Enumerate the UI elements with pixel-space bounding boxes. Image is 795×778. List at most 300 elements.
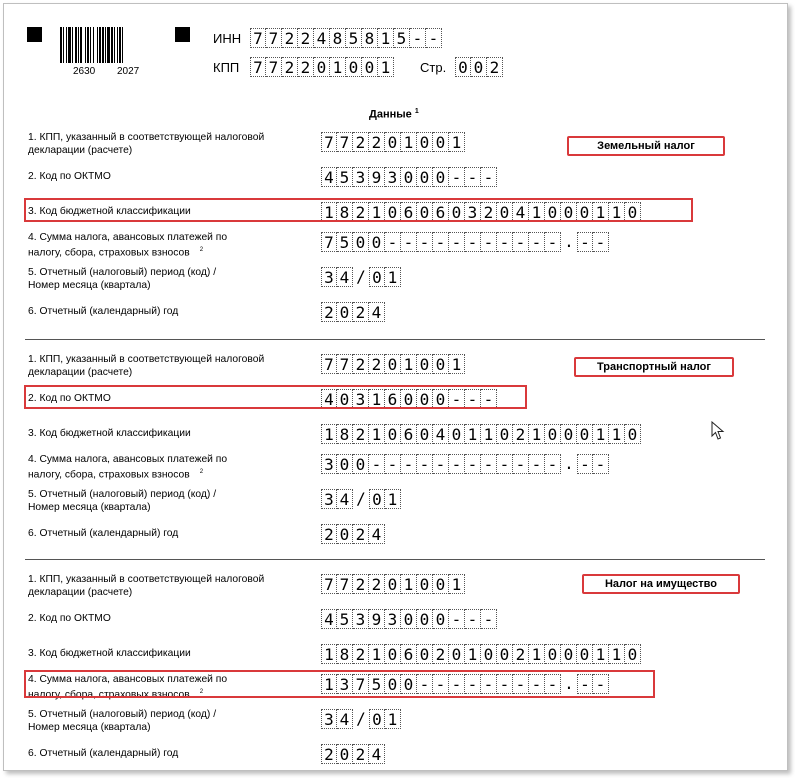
digit-cell: 4 bbox=[321, 609, 337, 629]
digit-cell: 1 bbox=[385, 709, 401, 729]
digit-cell: 3 bbox=[385, 167, 401, 187]
digit-cell: 8 bbox=[337, 202, 353, 222]
field-value-cells[interactable] bbox=[321, 644, 641, 664]
digit-cell: 0 bbox=[449, 424, 465, 444]
field-label-text: 4. Сумма налога, авансовых платежей по налогу, сбора, страховых взносов bbox=[28, 674, 228, 701]
digit-cell: 0 bbox=[433, 167, 449, 187]
digit-cell: 0 bbox=[417, 167, 433, 187]
digit-cell: 0 bbox=[353, 232, 369, 252]
field-value-cells[interactable] bbox=[321, 454, 609, 474]
digit-cell: 0 bbox=[385, 644, 401, 664]
digit-cell: 0 bbox=[417, 644, 433, 664]
digit-cell: - bbox=[593, 674, 609, 694]
cents-cells[interactable] bbox=[577, 232, 609, 252]
digit-cell: 0 bbox=[455, 57, 471, 77]
digit-cell: 0 bbox=[337, 744, 353, 764]
field-label-text: 5. Отчетный (налоговый) период (код) / Номер месяца (квартала) bbox=[28, 489, 217, 513]
digit-cell: - bbox=[513, 454, 529, 474]
digit-cell: 0 bbox=[481, 644, 497, 664]
digit-cell: 1 bbox=[609, 424, 625, 444]
digit-cell: 7 bbox=[321, 574, 337, 594]
digit-cell: 7 bbox=[321, 132, 337, 152]
digit-cell: - bbox=[433, 674, 449, 694]
digit-cell: 8 bbox=[330, 28, 346, 48]
digit-cell: 0 bbox=[385, 202, 401, 222]
digit-cell: 0 bbox=[433, 132, 449, 152]
digit-cell: 2 bbox=[353, 202, 369, 222]
digit-cell: - bbox=[449, 609, 465, 629]
digit-cell: 0 bbox=[449, 644, 465, 664]
digit-cell: 0 bbox=[449, 202, 465, 222]
digit-cell: 6 bbox=[433, 202, 449, 222]
digit-cell: 0 bbox=[385, 574, 401, 594]
digit-cell: - bbox=[465, 454, 481, 474]
digit-cell: - bbox=[449, 454, 465, 474]
digit-cell: 0 bbox=[545, 644, 561, 664]
inn-label: ИНН bbox=[213, 31, 242, 46]
field-label bbox=[28, 305, 298, 318]
digit-cell: 0 bbox=[577, 424, 593, 444]
digit-cell: 2 bbox=[353, 524, 369, 544]
month-number-cells[interactable] bbox=[369, 489, 401, 509]
digit-cell: - bbox=[426, 28, 442, 48]
month-number-cells[interactable] bbox=[369, 709, 401, 729]
field-label-text: 6. Отчетный (календарный) год bbox=[28, 306, 179, 317]
digit-cell: 1 bbox=[321, 424, 337, 444]
tax-type-tag: Налог на имущество bbox=[582, 574, 740, 594]
cents-cells[interactable] bbox=[577, 454, 609, 474]
digit-cell: 0 bbox=[417, 389, 433, 409]
digit-cell: 0 bbox=[369, 709, 385, 729]
barcode-bar bbox=[99, 27, 101, 63]
digit-cell: - bbox=[410, 28, 426, 48]
barcode-bar bbox=[105, 27, 106, 63]
digit-cell: 6 bbox=[401, 424, 417, 444]
digit-cell: 8 bbox=[362, 28, 378, 48]
digit-cell: 0 bbox=[353, 454, 369, 474]
digit-cell: - bbox=[385, 232, 401, 252]
field-value-cells[interactable] bbox=[321, 709, 401, 729]
digit-cell: 4 bbox=[369, 744, 385, 764]
digit-cell: - bbox=[529, 232, 545, 252]
digit-cell: 7 bbox=[321, 354, 337, 374]
digit-cell: 9 bbox=[369, 609, 385, 629]
digit-cell: 0 bbox=[401, 389, 417, 409]
page-number-field[interactable] bbox=[455, 57, 503, 77]
digit-cell: 5 bbox=[337, 232, 353, 252]
digit-cell: - bbox=[385, 454, 401, 474]
digit-cell: 2 bbox=[353, 424, 369, 444]
digit-cell: - bbox=[593, 232, 609, 252]
kpp-field[interactable] bbox=[250, 57, 394, 77]
barcode-bar bbox=[87, 27, 89, 63]
field-label bbox=[28, 427, 298, 440]
digit-cell: 2 bbox=[321, 744, 337, 764]
section-title bbox=[369, 108, 419, 121]
barcode-bar bbox=[72, 27, 73, 63]
period-separator: / bbox=[356, 709, 366, 728]
field-label-text: 1. КПП, указанный в соответствующей налоговой декларации (расчете) bbox=[28, 132, 265, 156]
digit-cell: 0 bbox=[401, 609, 417, 629]
digit-cell: 1 bbox=[321, 644, 337, 664]
digit-cell: 5 bbox=[337, 609, 353, 629]
digit-cell: 0 bbox=[314, 57, 330, 77]
digit-cell: 1 bbox=[465, 424, 481, 444]
barcode-bar bbox=[80, 27, 82, 63]
digit-cell: 2 bbox=[298, 57, 314, 77]
digit-cell: 1 bbox=[321, 202, 337, 222]
field-value-cells[interactable] bbox=[321, 132, 465, 152]
digit-cell: 4 bbox=[337, 709, 353, 729]
field-label bbox=[28, 647, 298, 660]
digit-cell: 0 bbox=[417, 202, 433, 222]
digit-cell: 6 bbox=[401, 644, 417, 664]
digit-cell: 1 bbox=[529, 644, 545, 664]
barcode-number-right: 2027 bbox=[117, 66, 140, 77]
field-label-text: 2. Код по ОКТМО bbox=[28, 171, 111, 182]
decimal-point: . bbox=[564, 232, 574, 251]
digit-cell: 0 bbox=[625, 424, 641, 444]
field-value-cells[interactable] bbox=[321, 609, 497, 629]
field-label bbox=[28, 708, 233, 734]
section-title-note: 1 bbox=[414, 108, 419, 115]
field-label-note: 2 bbox=[199, 689, 204, 695]
digit-cell: - bbox=[577, 674, 593, 694]
digit-cell: 0 bbox=[561, 424, 577, 444]
digit-cell: 5 bbox=[394, 28, 410, 48]
digit-cell: 0 bbox=[346, 57, 362, 77]
digit-cell: 0 bbox=[561, 644, 577, 664]
barcode-bar bbox=[119, 27, 121, 63]
field-value-cells[interactable] bbox=[321, 232, 609, 252]
barcode-bar bbox=[66, 27, 67, 63]
digit-cell: - bbox=[513, 232, 529, 252]
field-label-text: 2. Код по ОКТМО bbox=[28, 393, 111, 404]
digit-cell: 2 bbox=[282, 57, 298, 77]
field-value-cells[interactable] bbox=[321, 267, 401, 287]
digit-cell: 3 bbox=[465, 202, 481, 222]
field-label-text: 1. КПП, указанный в соответствующей налоговой декларации (расчете) bbox=[28, 354, 265, 378]
digit-cell: 0 bbox=[401, 674, 417, 694]
row-highlight bbox=[24, 385, 527, 409]
digit-cell: 2 bbox=[513, 424, 529, 444]
digit-cell: 3 bbox=[337, 674, 353, 694]
digit-cell: - bbox=[465, 232, 481, 252]
digit-cell: - bbox=[401, 232, 417, 252]
digit-cell: 2 bbox=[298, 28, 314, 48]
digit-cell: 2 bbox=[369, 132, 385, 152]
digit-cell: 1 bbox=[369, 424, 385, 444]
digit-cell: 2 bbox=[369, 354, 385, 374]
digit-cell: 0 bbox=[369, 489, 385, 509]
digit-cell: 0 bbox=[362, 57, 378, 77]
digit-cell: 7 bbox=[321, 232, 337, 252]
barcode-bar bbox=[111, 27, 113, 63]
digit-cell: 1 bbox=[449, 574, 465, 594]
digit-cell: 6 bbox=[401, 202, 417, 222]
digit-cell: 0 bbox=[625, 202, 641, 222]
digit-cell: 0 bbox=[433, 389, 449, 409]
digit-cell: 4 bbox=[337, 267, 353, 287]
digit-cell: - bbox=[417, 674, 433, 694]
section-divider bbox=[25, 339, 765, 340]
inn-field[interactable] bbox=[250, 28, 442, 48]
digit-cell: 1 bbox=[593, 202, 609, 222]
decimal-point: . bbox=[564, 674, 574, 693]
period-separator: / bbox=[356, 489, 366, 508]
digit-cell: 4 bbox=[513, 202, 529, 222]
digit-cell: 0 bbox=[337, 454, 353, 474]
digit-cell: 3 bbox=[321, 454, 337, 474]
digit-cell: 0 bbox=[417, 354, 433, 374]
digit-cell: - bbox=[401, 454, 417, 474]
digit-cell: - bbox=[465, 389, 481, 409]
digit-cell: 1 bbox=[449, 354, 465, 374]
digit-cell: 3 bbox=[321, 709, 337, 729]
barcode-number-left: 2630 bbox=[73, 66, 96, 77]
digit-cell: 2 bbox=[481, 202, 497, 222]
digit-cell: - bbox=[545, 454, 561, 474]
field-label-text: 3. Код бюджетной классификации bbox=[28, 648, 191, 659]
barcode-bar bbox=[97, 27, 98, 63]
digit-cell: - bbox=[481, 232, 497, 252]
digit-cell: 7 bbox=[337, 574, 353, 594]
digit-cell: 0 bbox=[577, 644, 593, 664]
field-label-text: 6. Отчетный (календарный) год bbox=[28, 528, 179, 539]
digit-cell: - bbox=[481, 674, 497, 694]
digit-cell: 0 bbox=[385, 674, 401, 694]
digit-cell: - bbox=[529, 454, 545, 474]
month-number-cells[interactable] bbox=[369, 267, 401, 287]
digit-cell: 2 bbox=[282, 28, 298, 48]
marker-square-left bbox=[27, 27, 42, 42]
digit-cell: - bbox=[545, 674, 561, 694]
digit-cell: - bbox=[465, 674, 481, 694]
field-label-text: 5. Отчетный (налоговый) период (код) / Номер месяца (квартала) bbox=[28, 267, 217, 291]
digit-cell: - bbox=[465, 167, 481, 187]
digit-cell: 0 bbox=[417, 132, 433, 152]
digit-cell: - bbox=[481, 454, 497, 474]
digit-cell: 6 bbox=[385, 389, 401, 409]
barcode-bar bbox=[107, 27, 110, 63]
digit-cell: 2 bbox=[369, 574, 385, 594]
digit-cell: 2 bbox=[353, 132, 369, 152]
barcode-bar bbox=[63, 27, 64, 63]
field-value-cells[interactable] bbox=[321, 354, 465, 374]
field-label-text: 4. Сумма налога, авансовых платежей по налогу, сбора, страховых взносов bbox=[28, 454, 228, 481]
barcode-bar bbox=[85, 27, 86, 63]
digit-cell: 1 bbox=[529, 202, 545, 222]
field-label-note: 2 bbox=[199, 469, 204, 475]
digit-cell: - bbox=[481, 609, 497, 629]
digit-cell: 0 bbox=[337, 389, 353, 409]
field-value-cells[interactable] bbox=[321, 744, 385, 764]
field-label bbox=[28, 231, 243, 259]
digit-cell: - bbox=[593, 454, 609, 474]
digit-cell: - bbox=[577, 454, 593, 474]
digit-cell: 0 bbox=[471, 57, 487, 77]
digit-cell: 4 bbox=[369, 302, 385, 322]
barcode-icon bbox=[60, 27, 154, 63]
digit-cell: 3 bbox=[353, 609, 369, 629]
digit-cell: 2 bbox=[321, 524, 337, 544]
digit-cell: - bbox=[481, 167, 497, 187]
digit-cell: 2 bbox=[353, 354, 369, 374]
digit-cell: 0 bbox=[401, 167, 417, 187]
field-label bbox=[28, 527, 298, 540]
digit-cell: - bbox=[577, 232, 593, 252]
digit-cell: 1 bbox=[321, 674, 337, 694]
field-label bbox=[28, 453, 243, 481]
digit-cell: 7 bbox=[250, 57, 266, 77]
field-label bbox=[28, 131, 288, 157]
digit-cell: - bbox=[545, 232, 561, 252]
field-label-text: 2. Код по ОКТМО bbox=[28, 613, 111, 624]
digit-cell: 4 bbox=[433, 424, 449, 444]
barcode-bar bbox=[122, 27, 123, 63]
field-label-note: 2 bbox=[199, 247, 204, 253]
field-value-cells[interactable] bbox=[321, 302, 385, 322]
digit-cell: 0 bbox=[497, 644, 513, 664]
barcode-bar bbox=[75, 27, 77, 63]
digit-cell: 7 bbox=[337, 354, 353, 374]
digit-cell: - bbox=[433, 454, 449, 474]
digit-cell: 8 bbox=[337, 424, 353, 444]
digit-cell: 1 bbox=[481, 424, 497, 444]
field-label-text: 6. Отчетный (календарный) год bbox=[28, 748, 179, 759]
digit-cell: - bbox=[449, 232, 465, 252]
digit-cell: 0 bbox=[433, 354, 449, 374]
digit-cell: 0 bbox=[497, 202, 513, 222]
digit-cell: 3 bbox=[353, 389, 369, 409]
digit-cell: 5 bbox=[346, 28, 362, 48]
digit-cell: 0 bbox=[577, 202, 593, 222]
digit-cell: 1 bbox=[529, 424, 545, 444]
digit-cell: 0 bbox=[417, 424, 433, 444]
digit-cell: 8 bbox=[337, 644, 353, 664]
digit-cell: 3 bbox=[385, 609, 401, 629]
digit-cell: 1 bbox=[369, 644, 385, 664]
digit-cell: 1 bbox=[385, 489, 401, 509]
digit-cell: - bbox=[449, 167, 465, 187]
kpp-label: КПП bbox=[213, 60, 240, 75]
field-label-text: 3. Код бюджетной классификации bbox=[28, 206, 191, 217]
digit-cell: 7 bbox=[250, 28, 266, 48]
field-label bbox=[28, 488, 233, 514]
page-label: Стр. bbox=[420, 60, 447, 75]
mouse-pointer-icon bbox=[711, 421, 725, 441]
digit-cell: 4 bbox=[337, 489, 353, 509]
barcode-bar bbox=[93, 27, 94, 63]
field-value-cells[interactable] bbox=[321, 524, 385, 544]
digit-cell: 2 bbox=[353, 574, 369, 594]
digit-cell: 1 bbox=[465, 644, 481, 664]
field-label bbox=[28, 170, 298, 183]
digit-cell: - bbox=[449, 674, 465, 694]
digit-cell: 7 bbox=[266, 57, 282, 77]
digit-cell: 3 bbox=[353, 167, 369, 187]
field-label bbox=[28, 266, 233, 292]
digit-cell: - bbox=[497, 674, 513, 694]
digit-cell: 0 bbox=[545, 202, 561, 222]
digit-cell: 3 bbox=[321, 267, 337, 287]
digit-cell: 2 bbox=[353, 644, 369, 664]
digit-cell: - bbox=[529, 674, 545, 694]
barcode-bar bbox=[102, 27, 104, 63]
digit-cell: 0 bbox=[417, 609, 433, 629]
digit-cell: 0 bbox=[561, 202, 577, 222]
digit-cell: 0 bbox=[337, 302, 353, 322]
digit-cell: 0 bbox=[385, 132, 401, 152]
field-value-cells[interactable] bbox=[321, 489, 401, 509]
field-label bbox=[28, 573, 288, 599]
digit-cell: - bbox=[465, 609, 481, 629]
digit-cell: 1 bbox=[378, 57, 394, 77]
digit-cell: 0 bbox=[417, 574, 433, 594]
digit-cell: 4 bbox=[314, 28, 330, 48]
digit-cell: 1 bbox=[449, 132, 465, 152]
field-value-cells[interactable] bbox=[321, 574, 465, 594]
digit-cell: 7 bbox=[337, 132, 353, 152]
digit-cell: 5 bbox=[369, 674, 385, 694]
decimal-point: . bbox=[564, 454, 574, 473]
field-label bbox=[28, 747, 298, 760]
digit-cell: 1 bbox=[593, 644, 609, 664]
field-value-cells[interactable] bbox=[321, 424, 641, 444]
digit-cell: - bbox=[369, 454, 385, 474]
digit-cell: 4 bbox=[321, 389, 337, 409]
digit-cell: 3 bbox=[321, 489, 337, 509]
section-divider bbox=[25, 559, 765, 560]
digit-cell: 0 bbox=[369, 267, 385, 287]
digit-cell: 0 bbox=[385, 424, 401, 444]
digit-cell: 0 bbox=[625, 644, 641, 664]
digit-cell: 1 bbox=[401, 132, 417, 152]
digit-cell: 1 bbox=[401, 354, 417, 374]
digit-cell: 1 bbox=[609, 644, 625, 664]
digit-cell: 4 bbox=[369, 524, 385, 544]
digit-cell: 2 bbox=[513, 644, 529, 664]
barcode-bar bbox=[117, 27, 118, 63]
digit-cell: 5 bbox=[337, 167, 353, 187]
digit-cell: 2 bbox=[487, 57, 503, 77]
period-separator: / bbox=[356, 267, 366, 286]
field-label bbox=[28, 612, 298, 625]
marker-square-right bbox=[175, 27, 190, 42]
digit-cell: - bbox=[417, 454, 433, 474]
digit-cell: 1 bbox=[330, 57, 346, 77]
digit-cell: 0 bbox=[433, 574, 449, 594]
digit-cell: 0 bbox=[369, 232, 385, 252]
barcode-bar bbox=[60, 27, 62, 63]
field-label-text: 1. КПП, указанный в соответствующей налоговой декларации (расчете) bbox=[28, 574, 265, 598]
digit-cell: - bbox=[497, 454, 513, 474]
field-label-text: 4. Сумма налога, авансовых платежей по налогу, сбора, страховых взносов bbox=[28, 232, 228, 259]
field-label-text: 5. Отчетный (налоговый) период (код) / Номер месяца (квартала) bbox=[28, 709, 217, 733]
digit-cell: - bbox=[417, 232, 433, 252]
digit-cell: 1 bbox=[369, 202, 385, 222]
digit-cell: 0 bbox=[337, 524, 353, 544]
digit-cell: 7 bbox=[353, 674, 369, 694]
field-value-cells[interactable] bbox=[321, 167, 497, 187]
digit-cell: - bbox=[513, 674, 529, 694]
digit-cell: 1 bbox=[385, 267, 401, 287]
digit-cell: 1 bbox=[401, 574, 417, 594]
tax-type-tag: Земельный налог bbox=[567, 136, 725, 156]
barcode-bar bbox=[68, 27, 71, 63]
digit-cell: 7 bbox=[266, 28, 282, 48]
barcode-bar bbox=[114, 27, 115, 63]
